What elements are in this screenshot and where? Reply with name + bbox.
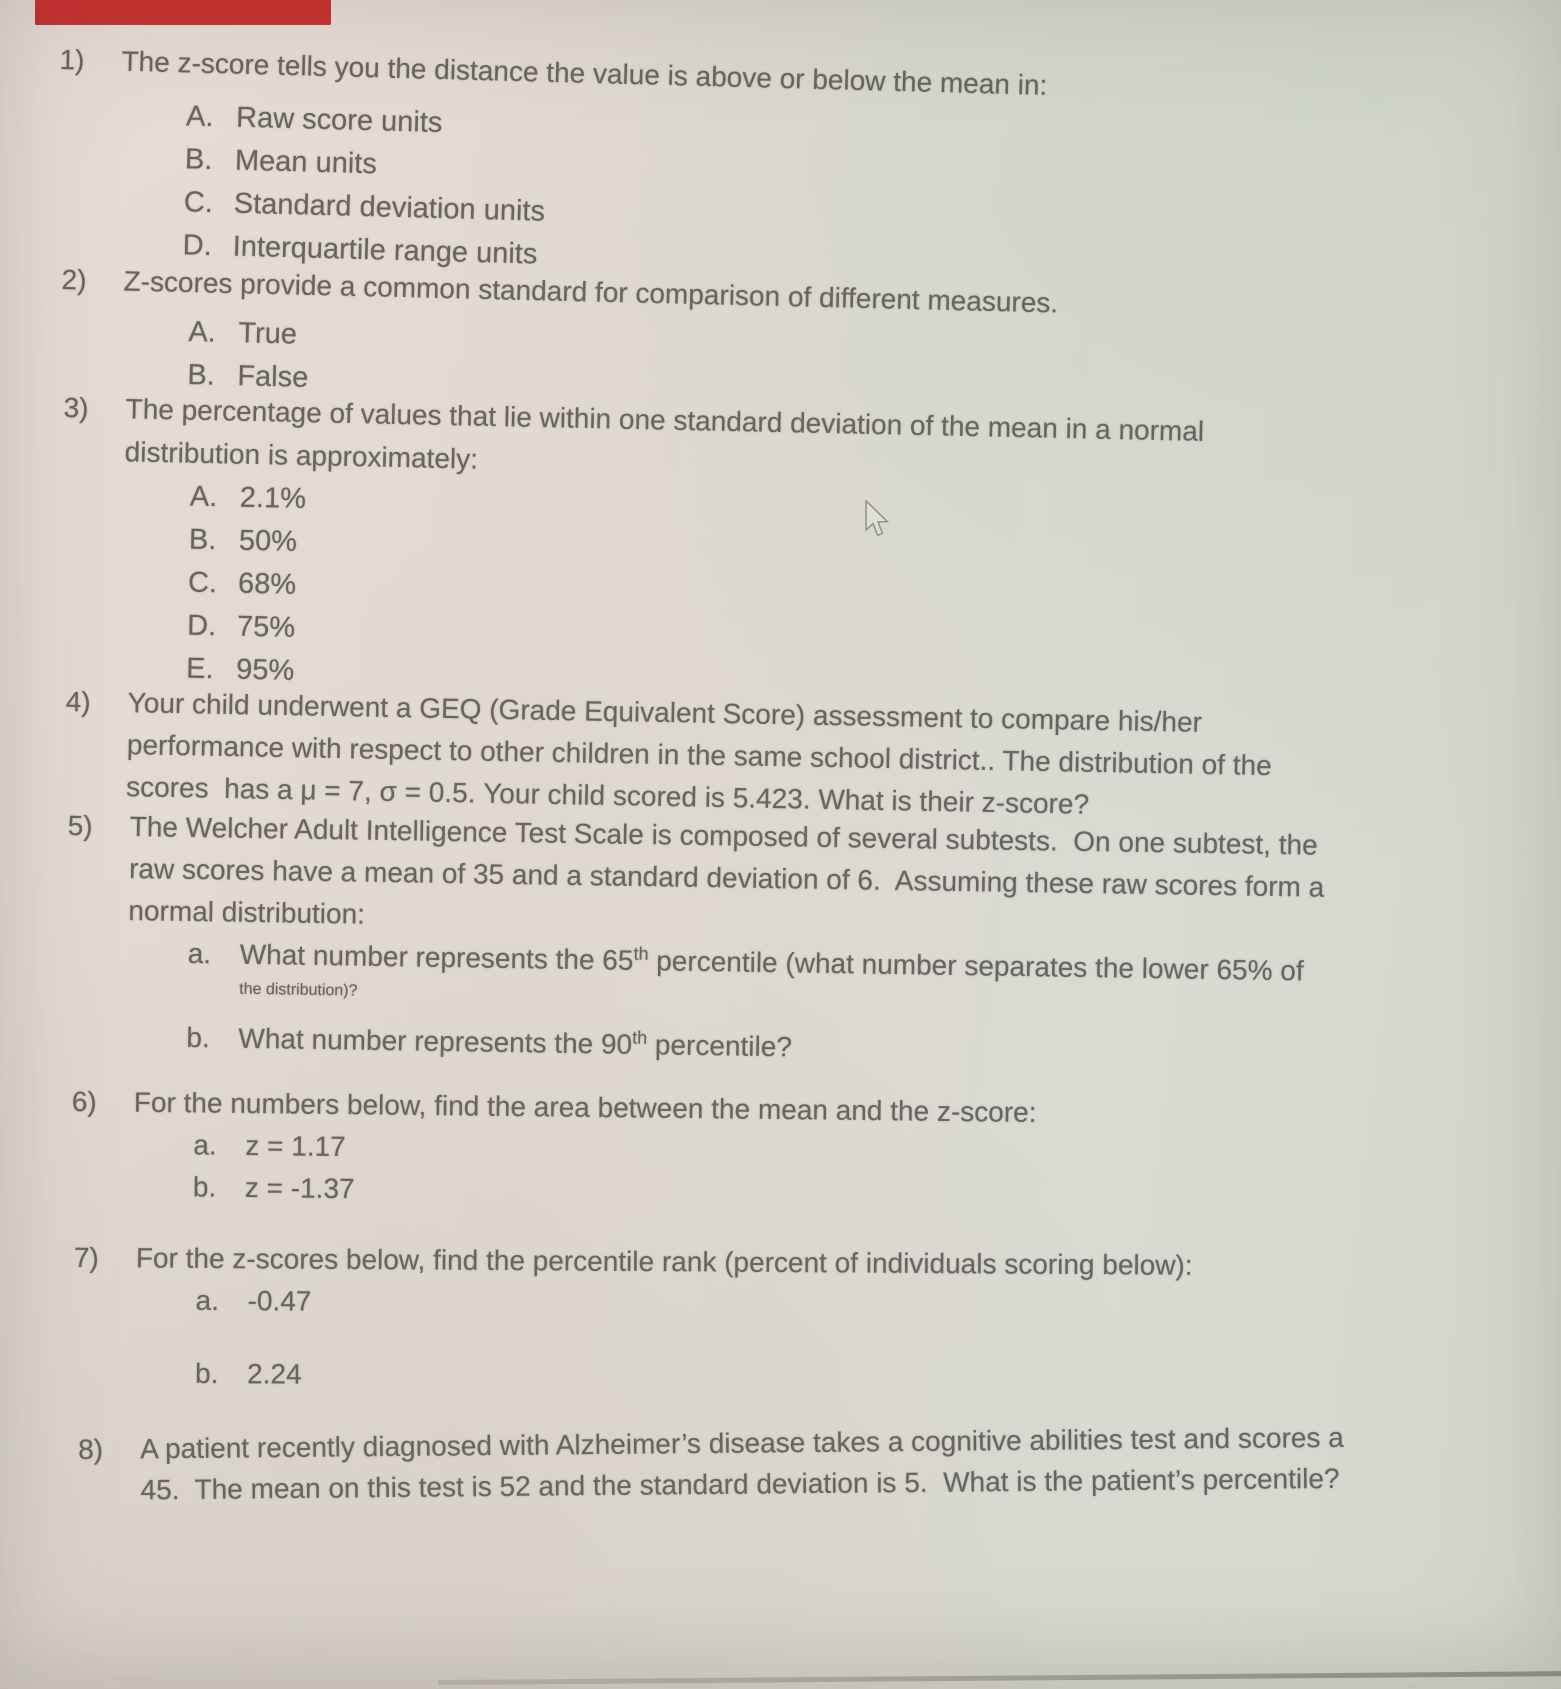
option-b: B. Mean units — [184, 143, 378, 181]
superscript: th — [633, 943, 649, 964]
option-c: C. Standard deviation units — [183, 186, 546, 228]
question-5-text-line2: raw scores have a mean of 35 and a standard deviation of 6. Assuming these raw scores form a — [128, 852, 1325, 903]
question-4-text-line3: scores has a μ = 7, σ = 0.5. Your child scored is 5.423. What is their z-score? — [125, 771, 1090, 820]
question-number: 2) — [61, 264, 87, 296]
option-a: A. Raw score units — [185, 100, 443, 140]
question-number: 7) — [73, 1242, 99, 1274]
option-e: E. 95% — [185, 652, 295, 687]
question-6 — [71, 1086, 1532, 1229]
question-number: 4) — [65, 686, 91, 718]
question-2-text: 2) Z-scores provide a common standard for comparison of different measures. — [61, 264, 1059, 319]
question-1 — [54, 44, 1519, 307]
question-5-text-line3: normal distribution: — [128, 894, 366, 930]
question-8-text-line2: 45. The mean on this test is 52 and the standard deviation is 5. What is the patient’s percentile? — [140, 1462, 1340, 1506]
question-number: 6) — [71, 1086, 97, 1118]
option-a: A. True — [188, 316, 298, 351]
question-number: 8) — [78, 1433, 104, 1465]
question-3-text: 3) The percentage of values that lie within one standard deviation of the mean in a normal — [63, 392, 1205, 447]
question-number: 5) — [67, 810, 93, 842]
question-5 — [64, 810, 1528, 1085]
subquestion-a: a. What number represents the 65th percentile (what number separates the lower 65% of — [187, 937, 1304, 987]
subquestion-b: b. 2.24 — [194, 1357, 302, 1390]
question-4-text: 4) Your child underwent a GEQ (Grade Equivalent Score) assessment to compare his/her — [65, 686, 1203, 738]
question-7 — [73, 1242, 1534, 1409]
option-c: C. 68% — [187, 566, 297, 601]
option-a: A. 2.1% — [189, 480, 307, 516]
question-3 — [58, 392, 1524, 724]
question-8-text: 8) A patient recently diagnosed with Alzheimer’s disease takes a cognitive abilities test and scores a — [78, 1421, 1344, 1465]
question-3-text-line2: distribution is approximately: — [124, 436, 479, 475]
question-6-text: 6) For the numbers below, find the area between the mean and the z-score: — [71, 1086, 1037, 1128]
question-number: 1) — [59, 44, 85, 76]
subquestion-a: a. z = 1.17 — [193, 1129, 346, 1163]
option-b: B. 50% — [188, 523, 298, 558]
question-1-text: 1) The z-score tells you the distance the value is above or below the mean in: — [59, 44, 1048, 101]
question-5-text: 5) The Welcher Adult Intelligence Test Scale is composed of several subtests. On one subtest, the — [67, 810, 1318, 861]
question-number: 3) — [63, 392, 89, 424]
mouse-arrow-cursor — [864, 500, 891, 538]
option-d: D. 75% — [186, 609, 296, 644]
superscript: th — [632, 1027, 648, 1048]
option-d: D. Interquartile range units — [182, 229, 538, 271]
subquestion-b: b. z = -1.37 — [192, 1171, 355, 1205]
question-4-text-line2: performance with respect to other children in the same school district.. The distribution of the — [126, 729, 1272, 782]
subquestion-a: a. -0.47 — [195, 1284, 312, 1317]
subquestion-a-line2: the distribution)? — [239, 980, 358, 1000]
option-b: B. False — [187, 358, 309, 394]
subquestion-b: b. What number represents the 90th percentile? — [186, 1021, 793, 1063]
question-8 — [78, 1420, 1539, 1516]
question-7-text: 7) For the z-scores below, find the percentile rank (percent of individuals scoring below): — [73, 1242, 1193, 1281]
